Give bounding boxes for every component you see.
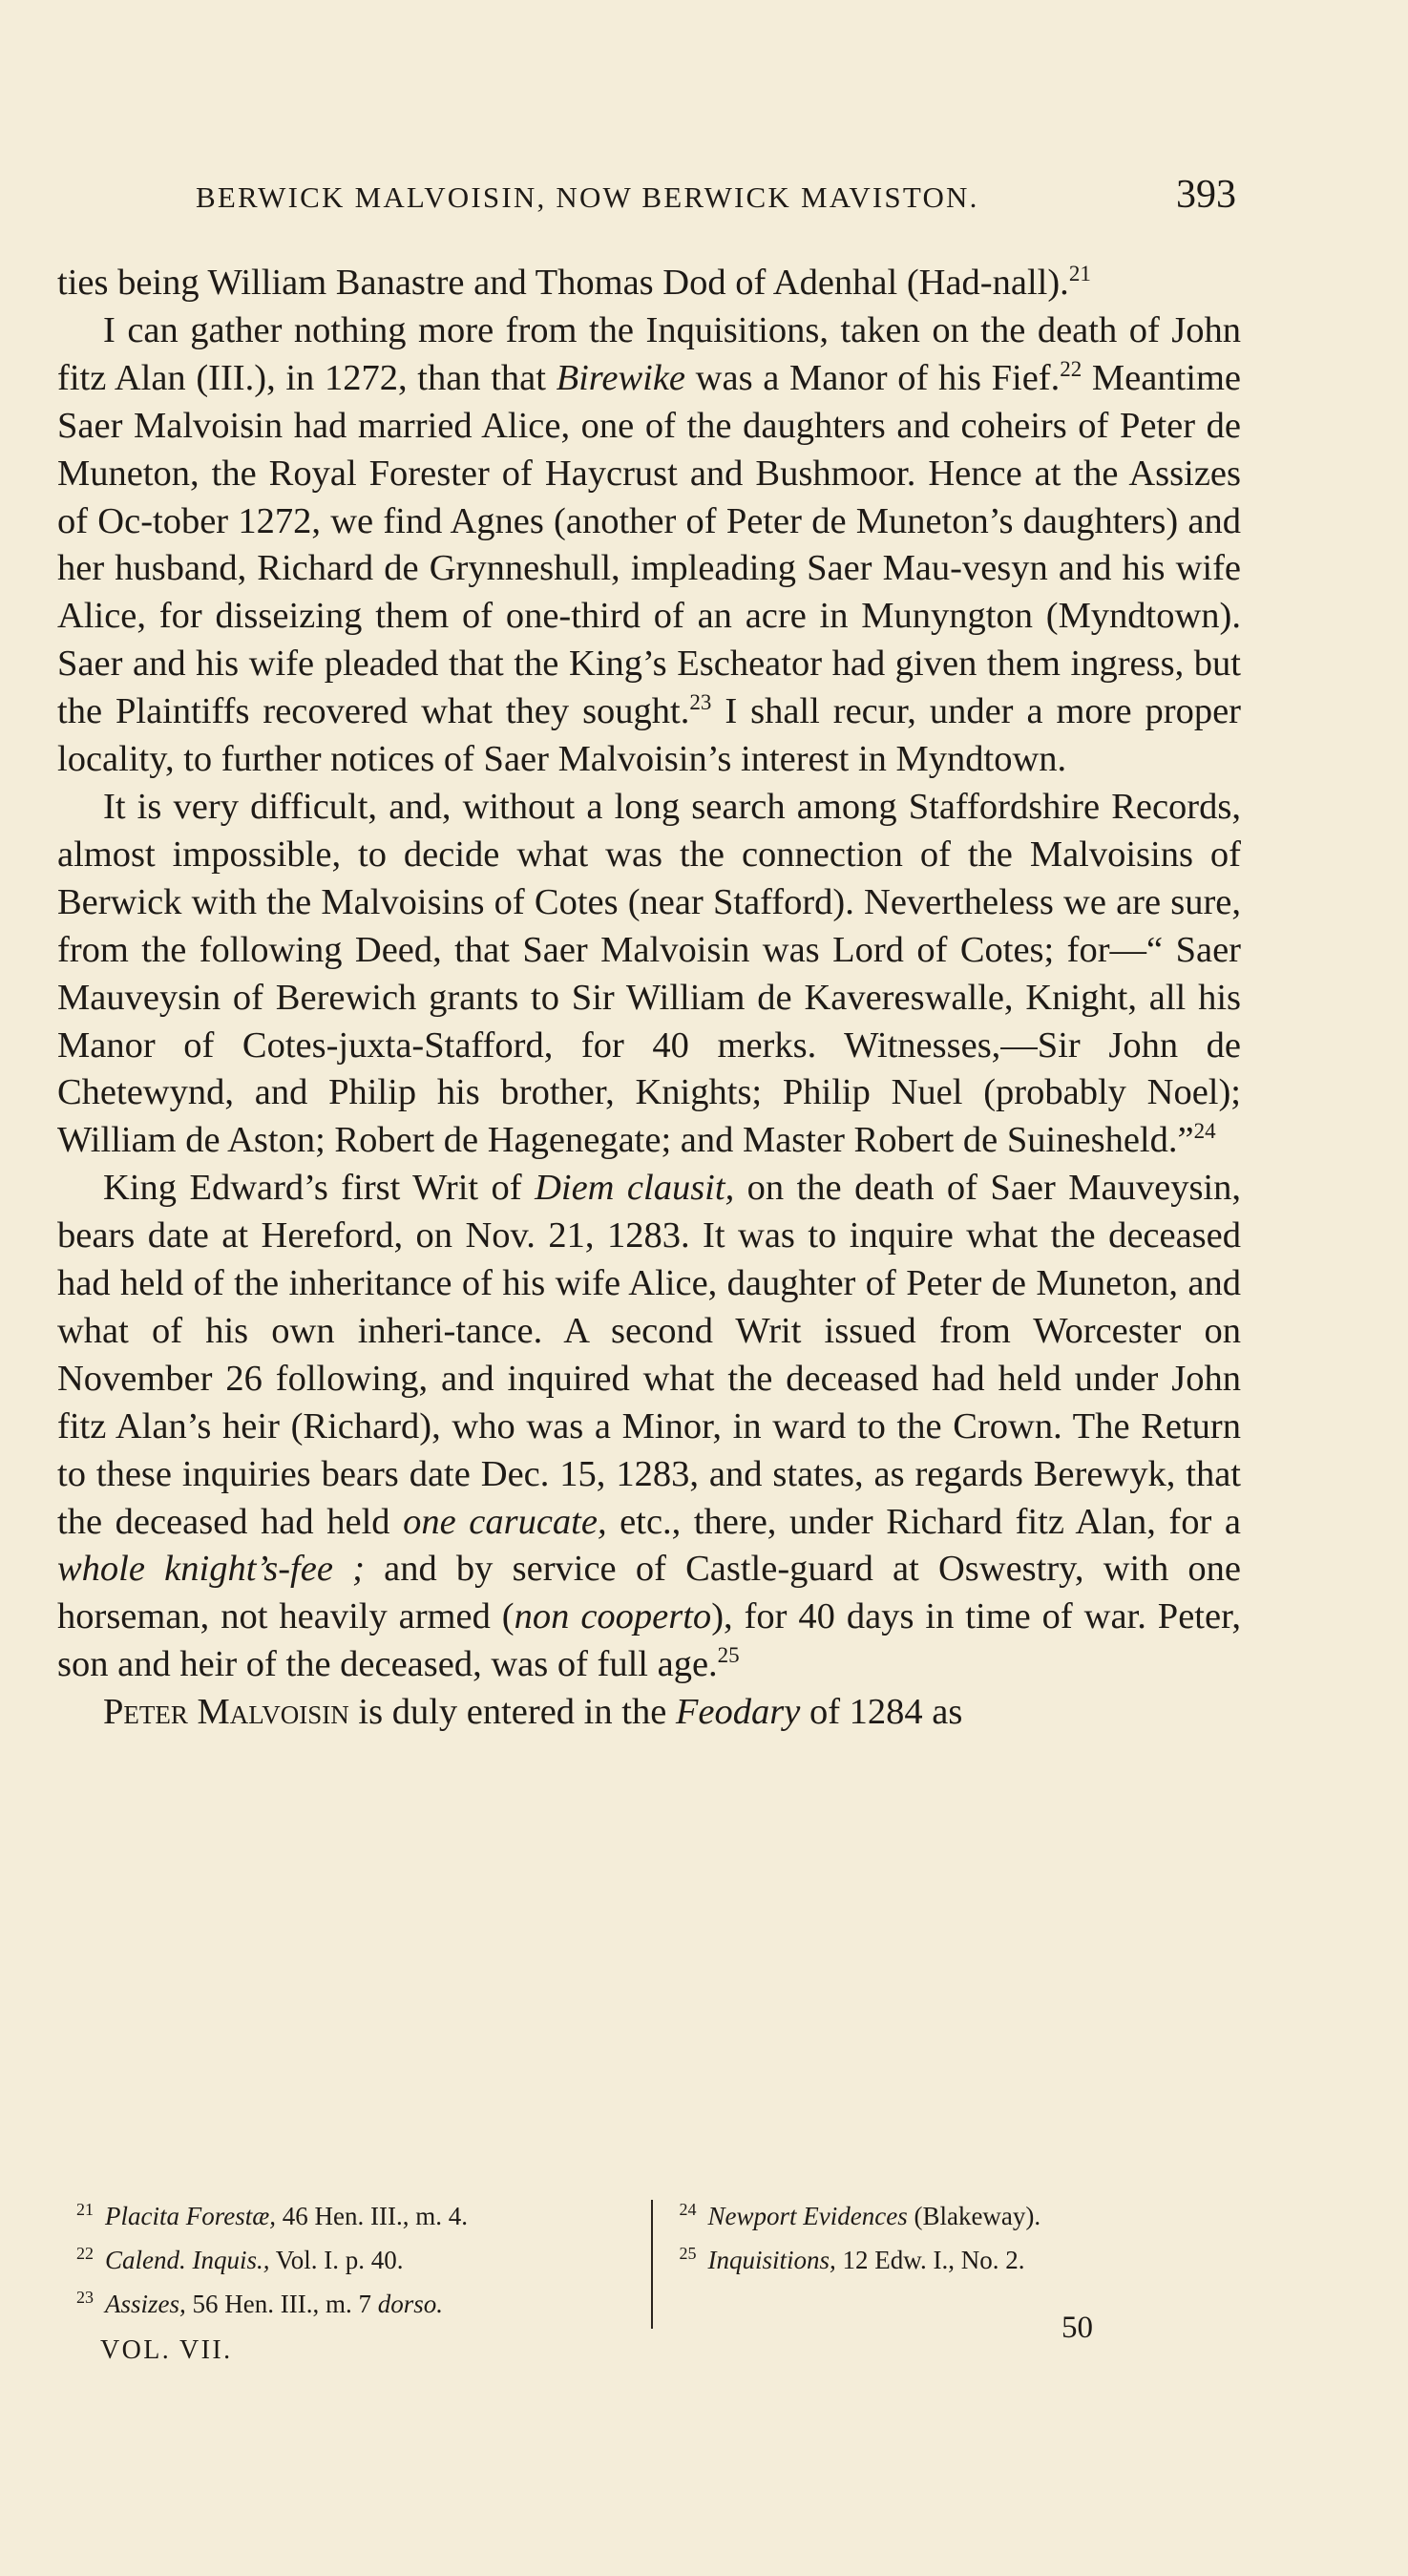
italic-run: Birewike <box>556 357 686 398</box>
footnote-ref: 22 <box>1060 356 1082 381</box>
text-run: and by service of Castle-guard at Oswestry, with one horseman, not heavily armed ( <box>57 1549 1241 1637</box>
footnotes <box>76 2194 1236 2329</box>
footnote-number: 23 <box>76 2288 94 2307</box>
footnote-24 <box>680 2194 1237 2238</box>
text-run: was a Manor of his Fief. <box>685 357 1061 398</box>
small-caps-name: Peter Malvoisin <box>103 1692 349 1733</box>
sheet-signature: 50 <box>1061 2311 1093 2345</box>
paragraph-4 <box>57 1165 1241 1689</box>
footnote-text: 46 Hen. III., m. 4. <box>275 2202 468 2230</box>
footnote-number: 21 <box>76 2200 94 2219</box>
footnote-number: 25 <box>679 2244 697 2263</box>
footnote-ref: 23 <box>689 690 712 715</box>
text-run: Meantime Saer Malvoisin had married Alice, one of the daughters and coheirs of Peter de Muneton, the Royal Forester of Haycrust and Bushmoor. Hence at the Assizes of Oc-tober 1272, we find Agnes (another of Peter de Muneton’s daughters) and her husband, Richard de Grynneshull, impleading Saer Mau-vesyn and his wife Alice, for disseizing them of one-third of an acre in Munyngton (Myndtown). Saer and his wife pleaded that the King’s Escheator had given them ingress, but the Plaintiffs recovered what they sought. <box>57 357 1241 732</box>
footnote-text: Vol. I. p. 40. <box>269 2246 404 2274</box>
text-run: etc., there, under Richard fitz Alan, for a <box>606 1501 1241 1542</box>
footnote-source: Newport Evidences <box>707 2202 908 2230</box>
footnote-ref: 25 <box>717 1643 740 1668</box>
paragraph-5 <box>57 1689 1241 1737</box>
footnote-23 <box>76 2282 634 2326</box>
paragraph-1 <box>57 260 1241 307</box>
footnote-number: 24 <box>679 2200 697 2219</box>
volume-label: VOL. VII. <box>100 2335 233 2365</box>
paragraph-2 <box>57 307 1241 784</box>
footnotes-right-column <box>653 2194 1237 2329</box>
text-run: of 1284 as <box>800 1692 963 1733</box>
footnotes-left-column <box>76 2194 651 2329</box>
text-run: I can gather nothing more from the Inquisitions, taken on the death of John fitz Alan (III.), in 1272, than that <box>57 309 1241 398</box>
page-number: 393 <box>1176 173 1236 217</box>
footnote-ref: 21 <box>1068 262 1091 286</box>
running-head: BERWICK MALVOISIN, NOW BERWICK MAVISTON. <box>196 180 979 214</box>
italic-run: whole knight’s-fee ; <box>57 1549 365 1590</box>
italic-run: non cooperto <box>514 1596 712 1637</box>
footnote-25 <box>680 2238 1237 2282</box>
footnote-source: Assizes, <box>105 2290 186 2318</box>
footnote-21 <box>76 2194 634 2238</box>
italic-run: Feodary <box>675 1692 801 1733</box>
footnote-text: (Blakeway). <box>907 2202 1041 2230</box>
text-run: ties being William Banastre and Thomas Dod of Adenhal (Had-nall). <box>57 263 1069 303</box>
footnote-source: Calend. Inquis., <box>105 2246 270 2274</box>
text-run: ), for 40 days in time of war. Peter, son and heir of the deceased, was of full age. <box>57 1596 1242 1685</box>
signature-line <box>100 2311 1093 2367</box>
text-run: on the death of Saer Mauveysin, bears date at Hereford, on Nov. 21, 1283. It was to inquire what the deceased had held of the inheritance of his wife Alice, daughter of Peter de Muneton, and what of his own inheri-tance. A second Writ issued from Worcester on November 26 following, and inquired what the deceased had held under John fitz Alan’s heir (Richard), who was a Minor, in ward to the Crown. The Return to these inquiries bears date Dec. 15, 1283, and states, as regards Berewyk, that the deceased had held <box>57 1168 1241 1542</box>
footnote-source: Placita Forestæ, <box>105 2202 276 2230</box>
text-run: King Edward’s first Writ of <box>103 1168 536 1209</box>
text-run: It is very difficult, and, without a long search among Staffordshire Records, almost impossible, to decide what was the connection of the Malvoisins of Berwick with the Malvoisins of Cotes (near Stafford). Nevertheless we are sure, from the following Deed, that Saer Malvoisin was Lord of Cotes; for—“ Saer Mauveysin of Berewich grants to Sir William de Kavereswalle, Knight, all his Manor of Cotes-juxta-Stafford, for 40 merks. Witnesses,—Sir John de Chetewynd, and Philip his brother, Knights; Philip Nuel (probably Noel); William de Aston; Robert de Hagenegate; and Master Robert de Suinesheld.” <box>57 786 1241 1161</box>
main-text <box>57 260 1241 1737</box>
text-run: I shall recur, under a more proper locality, to further notices of Saer Malvoisin’s interest in Myndtown. <box>57 691 1241 780</box>
footnote-source: Inquisitions, <box>707 2246 836 2274</box>
footnote-text: 12 Edw. I., No. 2. <box>835 2246 1025 2274</box>
footnote-number: 22 <box>76 2244 94 2263</box>
text-run: is duly entered in the <box>348 1692 676 1733</box>
footnote-22 <box>76 2238 634 2282</box>
footnote-ref: 24 <box>1193 1119 1216 1144</box>
page-header <box>196 172 1236 229</box>
paragraph-3 <box>57 784 1241 1165</box>
italic-run: one carucate, <box>403 1501 607 1542</box>
footnote-text: 56 Hen. III., m. 7 <box>185 2290 378 2318</box>
italic-run: Diem clausit, <box>535 1168 735 1209</box>
footnote-source: dorso. <box>377 2290 443 2318</box>
